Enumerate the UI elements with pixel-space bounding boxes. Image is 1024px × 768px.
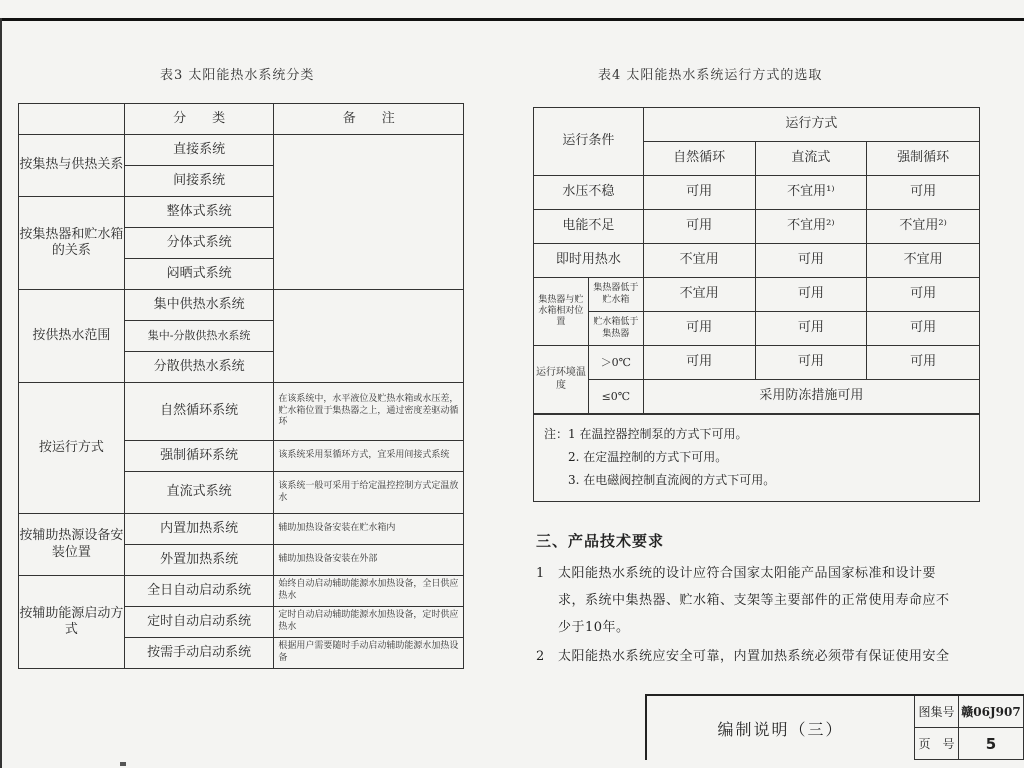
table3-row-name: 强制循环系统 — [124, 441, 274, 472]
section-heading: 三、产品技术要求 — [536, 532, 665, 550]
table3-row-name: 外置加热系统 — [124, 545, 274, 576]
table4-caption: 表4 太阳能热水系统运行方式的选取 — [598, 68, 823, 83]
table4-note-item: 3. 在电磁阀控制直流阀的方式下可用。 — [568, 472, 776, 487]
table4-cell: 可用 — [643, 346, 755, 380]
table3-row-name: 直流式系统 — [124, 472, 274, 514]
table4-cell: 可用 — [867, 346, 980, 380]
table3-header-category: 分 类 — [124, 104, 274, 135]
table4-notes — [533, 414, 980, 502]
paragraph-line: 太阳能热水系统的设计应符合国家太阳能产品国家标准和设计要 — [558, 566, 937, 581]
table3-row-note: 该系统一般可采用于给定温控控制方式定温放水 — [274, 472, 464, 514]
table4-cell: 可用 — [867, 278, 980, 312]
table3-row-name: 集中供热水系统 — [124, 290, 274, 321]
table3-group-label: 按集热器和贮水箱的关系 — [19, 197, 125, 290]
table3-row-note — [274, 290, 464, 383]
table3-group-label: 按供热水范围 — [19, 290, 125, 383]
atlas-number-label: 图集号 — [915, 696, 959, 728]
table4-cell: 不宜用¹⁾ — [755, 176, 867, 210]
operation-mode-table — [533, 107, 980, 414]
table3-row-name: 集中-分散供热水系统 — [124, 321, 274, 352]
paragraph-number: 1 — [536, 566, 545, 581]
table4-row-condition: 水压不稳 — [534, 176, 644, 210]
table3-row-name: 自然循环系统 — [124, 383, 274, 441]
table4-sub-condition: ＞0℃ — [588, 346, 643, 380]
table4-header-mode: 运行方式 — [643, 108, 979, 142]
table4-note-item: 2. 在定温控制的方式下可用。 — [568, 449, 728, 464]
table4-cell: 可用 — [755, 312, 867, 346]
table4-cell: 不宜用 — [643, 244, 755, 278]
table3-row-note: 该系统采用泵循环方式，宜采用间接式系统 — [274, 441, 464, 472]
paragraph-line: 求，系统中集热器、贮水箱、支架等主要部件的正常使用寿命应不 — [558, 593, 950, 608]
table4-sub-condition: 集热器低于贮水箱 — [588, 278, 643, 312]
table4-cell: 不宜用²⁾ — [755, 210, 867, 244]
table3-row-note — [274, 135, 464, 290]
table4-col-header: 自然循环 — [643, 142, 755, 176]
table4-col-header: 直流式 — [755, 142, 867, 176]
table4-cell: 可用 — [867, 312, 980, 346]
table4-cell: 不宜用 — [867, 244, 980, 278]
table3-row-note: 辅助加热设备安装在贮水箱内 — [274, 514, 464, 545]
table4-cell: 可用 — [755, 346, 867, 380]
table4-cell: 可用 — [867, 176, 980, 210]
table4-merged-cell: 采用防冻措施可用 — [643, 380, 979, 414]
table4-cell: 可用 — [755, 244, 867, 278]
table4-cell: 可用 — [755, 278, 867, 312]
table3-row-name: 间接系统 — [124, 166, 274, 197]
table3-row-name: 整体式系统 — [124, 197, 274, 228]
table4-group-label: 集热器与贮水箱相对位置 — [534, 278, 589, 346]
table4-col-header: 强制循环 — [867, 142, 980, 176]
table3-row-name: 直接系统 — [124, 135, 274, 166]
table3-row-note: 定时自动启动辅助能源水加热设备，定时供应热水 — [274, 607, 464, 638]
table3-row-note: 在该系统中，水平液位及贮热水箱或水压差，贮水箱位置于集热器之上，通过密度差驱动循环 — [274, 383, 464, 441]
paragraph-1 — [536, 560, 976, 641]
table3-group-label: 按辅助能源启动方式 — [19, 576, 125, 669]
table3-row-note: 辅助加热设备安装在外部 — [274, 545, 464, 576]
table4-cell: 不宜用²⁾ — [867, 210, 980, 244]
scan-mark — [120, 762, 126, 766]
table4-cell: 不宜用 — [643, 278, 755, 312]
table3-header-remark: 备 注 — [274, 104, 464, 135]
table3-row-name: 分散供热水系统 — [124, 352, 274, 383]
page-border-top — [0, 18, 1024, 21]
drawing-title: 编制说明（三） — [647, 696, 915, 760]
table3-row-name: 全日自动启动系统 — [124, 576, 274, 607]
atlas-number-value: 赣06J907 — [959, 696, 1024, 728]
classification-table — [18, 103, 464, 669]
table3-group-label: 按运行方式 — [19, 383, 125, 514]
table3-row-name: 闷晒式系统 — [124, 259, 274, 290]
paragraph-line: 太阳能热水系统应安全可靠，内置加热系统必须带有保证使用安全 — [558, 649, 950, 664]
paragraph-line: 少于10年。 — [558, 620, 630, 635]
table3-row-note: 始终自动启动辅助能源水加热设备，全日供应热水 — [274, 576, 464, 607]
table3-group-label: 按集热与供热关系 — [19, 135, 125, 197]
page-border-left — [0, 18, 2, 768]
table4-note-lead: 注：1 — [544, 427, 576, 441]
table4-row-condition: 即时用热水 — [534, 244, 644, 278]
table4-cell: 可用 — [643, 312, 755, 346]
table3-corner — [19, 104, 125, 135]
paragraph-number: 2 — [536, 649, 545, 664]
table4-sub-condition: 贮水箱低于集热器 — [588, 312, 643, 346]
table3-caption: 表3 太阳能热水系统分类 — [160, 68, 315, 83]
table3-row-name: 分体式系统 — [124, 228, 274, 259]
title-block — [645, 694, 1024, 760]
table4-cell: 可用 — [643, 176, 755, 210]
page-number-label: 页 号 — [915, 728, 959, 760]
page-number-value: 5 — [959, 728, 1024, 760]
table3-row-name: 按需手动启动系统 — [124, 638, 274, 669]
table3-row-name: 定时自动启动系统 — [124, 607, 274, 638]
table4-header-condition: 运行条件 — [534, 108, 644, 176]
table4-group-label: 运行环境温度 — [534, 346, 589, 414]
table3-group-label: 按辅助热源设备安装位置 — [19, 514, 125, 576]
table4-cell: 可用 — [643, 210, 755, 244]
table4-sub-condition: ≤0℃ — [588, 380, 643, 414]
table3-row-name: 内置加热系统 — [124, 514, 274, 545]
table3-row-note: 根据用户需要随时手动启动辅助能源水加热设备 — [274, 638, 464, 669]
table4-note-item: 在温控器控制泵的方式下可用。 — [579, 427, 748, 441]
table4-row-condition: 电能不足 — [534, 210, 644, 244]
paragraph-2 — [536, 643, 976, 670]
